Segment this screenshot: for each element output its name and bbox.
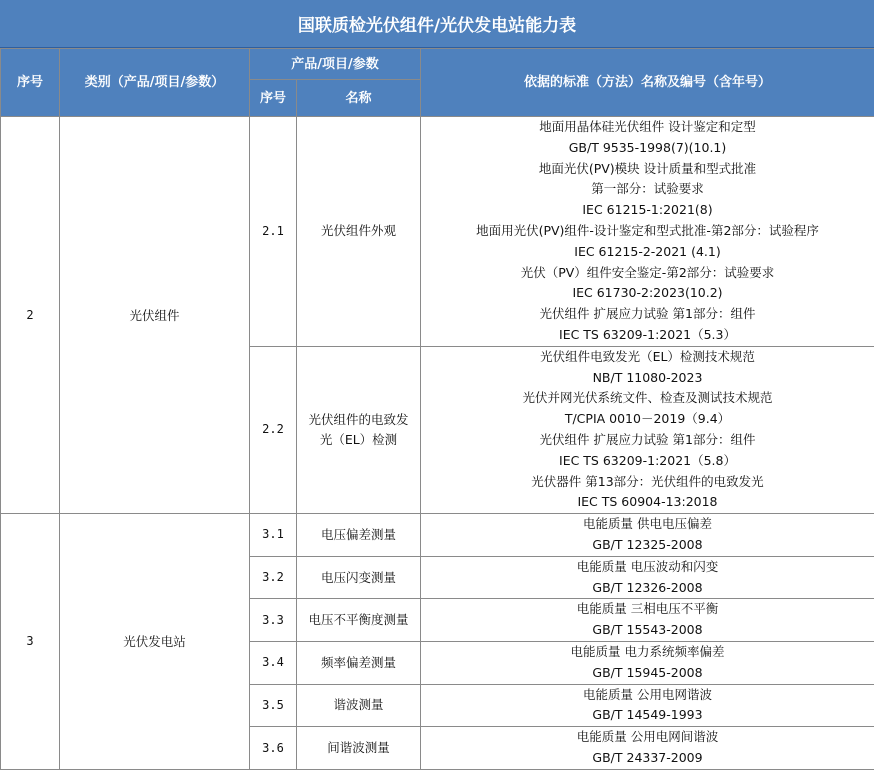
item-name: 电压偏差测量: [297, 514, 421, 557]
standard-line: 光伏器件 第13部分：光伏组件的电致发光: [421, 472, 874, 493]
standard-line: 光伏（PV）组件安全鉴定-第2部分：试验要求: [421, 263, 874, 284]
item-name: 电压不平衡度测量: [297, 599, 421, 642]
standard-line: IEC 61730-2:2023(10.2): [421, 283, 874, 304]
item-standards: [421, 599, 874, 642]
standard-line: 光伏组件 扩展应力试验 第1部分：组件: [421, 430, 874, 451]
standard-line: 电能质量 公用电网谐波: [421, 685, 874, 706]
standard-line: 电能质量 公用电网间谐波: [421, 727, 874, 748]
standard-line: IEC 61215-2-2021 (4.1): [421, 242, 874, 263]
standard-line: GB/T 9535-1998(7)(10.1): [421, 138, 874, 159]
standard-line: 电能质量 供电电压偏差: [421, 514, 874, 535]
standard-line: IEC TS 60904-13:2018: [421, 492, 874, 513]
item-name: 频率偏差测量: [297, 641, 421, 684]
header-sub-name: 名称: [297, 80, 421, 117]
standard-line: 电能质量 电压波动和闪变: [421, 557, 874, 578]
item-standards: [421, 556, 874, 599]
capability-table: [0, 48, 874, 770]
standard-line: 电能质量 电力系统频率偏差: [421, 642, 874, 663]
standard-line: 地面用光伏(PV)组件-设计鉴定和型式批准-第2部分：试验程序: [421, 221, 874, 242]
header-standard: 依据的标准（方法）名称及编号（含年号）: [421, 49, 874, 117]
item-standards: [421, 641, 874, 684]
group-seq: 2: [1, 117, 60, 514]
header-seq: 序号: [1, 49, 60, 117]
page-title: 国联质检光伏组件/光伏发电站能力表: [0, 0, 874, 48]
standard-line: NB/T 11080-2023: [421, 368, 874, 389]
standard-line: GB/T 12325-2008: [421, 535, 874, 556]
standard-line: 地面光伏(PV)模块 设计质量和型式批准: [421, 159, 874, 180]
item-name: 间谐波测量: [297, 727, 421, 770]
table-body: [1, 117, 874, 770]
standard-line: GB/T 12326-2008: [421, 578, 874, 599]
header-category: 类别（产品/项目/参数）: [60, 49, 250, 117]
standard-line: GB/T 15945-2008: [421, 663, 874, 684]
item-standards: [421, 727, 874, 770]
item-no: 3.5: [250, 684, 297, 727]
table-row: [1, 514, 874, 557]
item-no: 2.2: [250, 346, 297, 513]
group-seq: 3: [1, 514, 60, 770]
header-group: 产品/项目/参数: [250, 49, 421, 80]
item-no: 3.6: [250, 727, 297, 770]
standard-line: 光伏组件 扩展应力试验 第1部分：组件: [421, 304, 874, 325]
item-name: 光伏组件外观: [297, 117, 421, 347]
table-row: [1, 117, 874, 347]
item-no: 3.4: [250, 641, 297, 684]
item-no: 3.2: [250, 556, 297, 599]
item-name: 电压闪变测量: [297, 556, 421, 599]
standard-line: T/CPIA 0010－2019（9.4）: [421, 409, 874, 430]
item-name: 光伏组件的电致发光（EL）检测: [297, 346, 421, 513]
group-category: 光伏组件: [60, 117, 250, 514]
item-name: 谐波测量: [297, 684, 421, 727]
standard-line: 光伏并网光伏系统文件、检查及测试技术规范: [421, 388, 874, 409]
group-category: 光伏发电站: [60, 514, 250, 770]
item-no: 3.1: [250, 514, 297, 557]
standard-line: IEC 61215-1:2021(8): [421, 200, 874, 221]
item-no: 3.3: [250, 599, 297, 642]
standard-line: GB/T 24337-2009: [421, 748, 874, 769]
standard-line: IEC TS 63209-1:2021（5.8）: [421, 451, 874, 472]
standard-line: GB/T 15543-2008: [421, 620, 874, 641]
standard-line: GB/T 14549-1993: [421, 705, 874, 726]
standard-line: 第一部分：试验要求: [421, 179, 874, 200]
standard-line: 电能质量 三相电压不平衡: [421, 599, 874, 620]
standard-line: 光伏组件电致发光（EL）检测技术规范: [421, 347, 874, 368]
standard-line: 地面用晶体硅光伏组件 设计鉴定和定型: [421, 117, 874, 138]
item-no: 2.1: [250, 117, 297, 347]
item-standards: [421, 117, 874, 347]
item-standards: [421, 346, 874, 513]
header-sub-seq: 序号: [250, 80, 297, 117]
item-standards: [421, 514, 874, 557]
item-standards: [421, 684, 874, 727]
standard-line: IEC TS 63209-1:2021（5.3）: [421, 325, 874, 346]
